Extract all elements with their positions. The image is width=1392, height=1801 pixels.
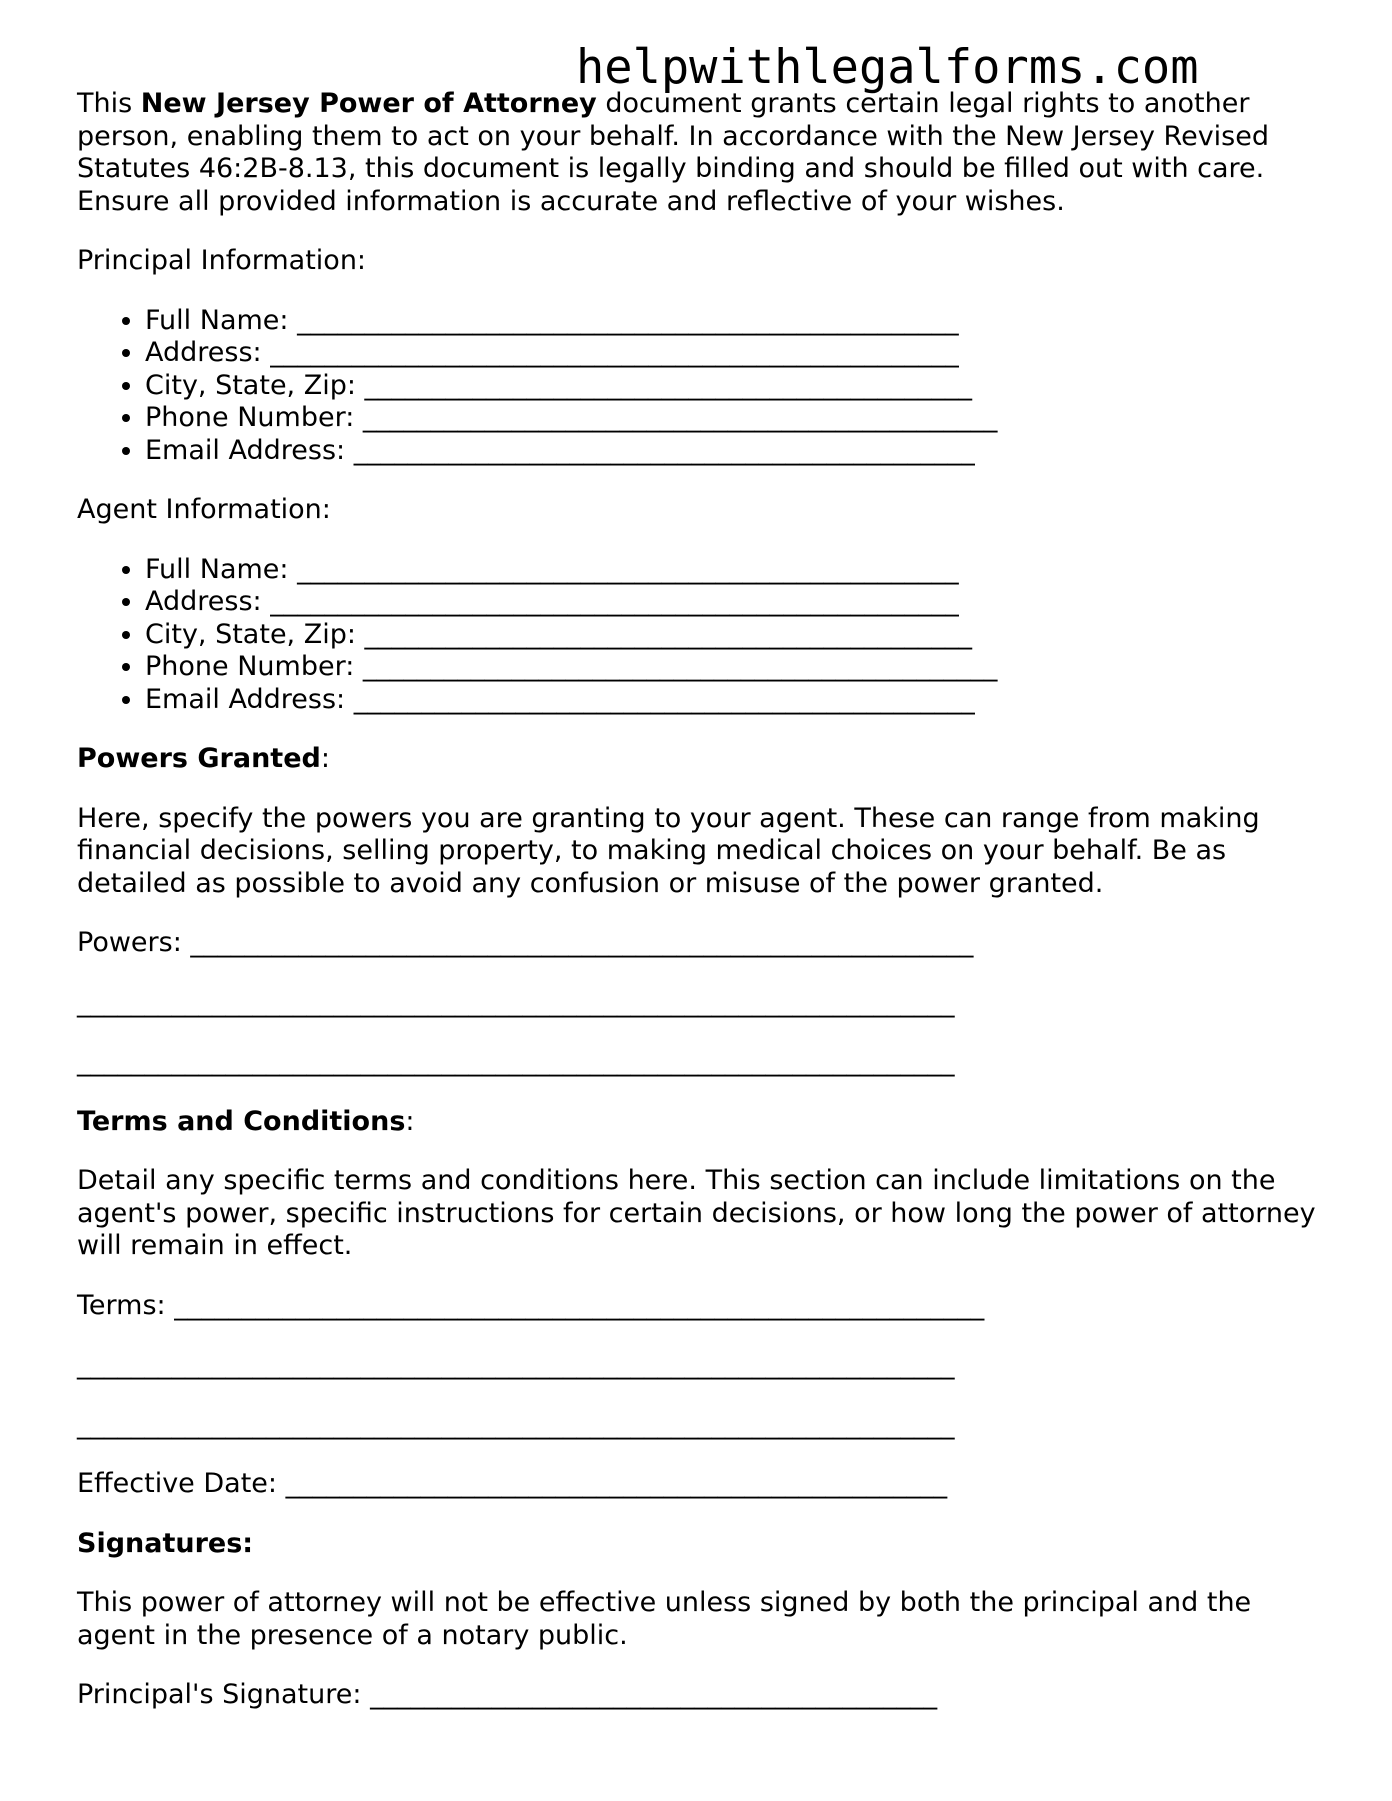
principal-signature-blank[interactable]: __________________________________________: [370, 1679, 938, 1710]
terms-label: Terms:: [77, 1289, 175, 1321]
agent-address-field: [145, 586, 1317, 619]
principal-phone-blank[interactable]: _______________________________________________: [362, 402, 998, 433]
principal-email-field: [145, 435, 1317, 468]
powers-heading-text: Powers Granted: [77, 743, 321, 774]
terms-blank[interactable]: ____________________________________________________________: [174, 1289, 985, 1321]
principal-city-state-zip-field: [145, 370, 1317, 403]
effective-date-field: [77, 1468, 1317, 1501]
powers-blank[interactable]: __________________________________________________________: [190, 927, 974, 958]
field-label: City, State, Zip:: [145, 618, 365, 650]
terms-heading-text: Terms and Conditions: [77, 1105, 406, 1137]
terms-heading-colon: :: [405, 1105, 415, 1137]
agent-city-state-zip-field: [145, 619, 1317, 652]
principal-full-name-blank[interactable]: _________________________________________________: [297, 304, 959, 336]
effective-date-label: Effective Date:: [77, 1468, 286, 1499]
agent-full-name-blank[interactable]: _________________________________________________: [297, 553, 959, 585]
field-label: Full Name:: [145, 304, 298, 336]
effective-date-blank[interactable]: _________________________________________________: [285, 1468, 948, 1499]
principal-email-blank[interactable]: ______________________________________________: [353, 434, 975, 466]
principal-signature-field: [77, 1679, 1317, 1712]
terms-heading: [77, 1106, 1317, 1139]
principal-heading: Principal Information:: [77, 245, 367, 276]
agent-fields-list: [77, 554, 1317, 717]
principal-signature-label: Principal's Signature:: [77, 1679, 371, 1710]
signatures-heading: [77, 1528, 1317, 1561]
principal-city-state-zip-blank[interactable]: _____________________________________________: [364, 369, 973, 401]
agent-phone-blank[interactable]: _______________________________________________: [362, 651, 998, 682]
principal-phone-field: [145, 402, 1317, 435]
powers-description: Here, specify the powers you are granting to your agent. These can range from making financial decisions, selling property, to making medical choices on your behalf. Be as detailed as possible to avoid any confusion or misuse of the power granted.: [77, 802, 1260, 899]
agent-phone-field: [145, 651, 1317, 684]
intro-paragraph: [77, 88, 1317, 218]
field-label: City, State, Zip:: [145, 369, 365, 401]
intro-prefix: This: [77, 88, 141, 119]
signatures-description: This power of attorney will not be effective unless signed by both the principal and the agent in the presence of a notary public.: [77, 1587, 1252, 1651]
field-label: Address:: [145, 586, 271, 617]
document-body: [77, 88, 1317, 1739]
principal-fields-list: [77, 305, 1317, 468]
field-label: Email Address:: [145, 683, 354, 715]
terms-description: Detail any specific terms and conditions here. This section can include limitations on the agent's power, specific instructions for certain decisions, or how long the power of attorney will remain in effect.: [77, 1165, 1316, 1261]
field-label: Address:: [145, 337, 271, 368]
agent-full-name-field: [145, 554, 1317, 587]
agent-email-blank[interactable]: ______________________________________________: [353, 683, 975, 715]
document-title: New Jersey Power of Attorney: [140, 88, 597, 119]
powers-heading: [77, 743, 1317, 776]
powers-heading-colon: :: [320, 743, 330, 774]
field-label: Full Name:: [145, 553, 298, 585]
powers-field: [77, 927, 1317, 960]
field-label: Email Address:: [145, 434, 354, 466]
signatures-heading-text: Signatures:: [77, 1527, 254, 1559]
terms-extra-line-2[interactable]: _________________________________________________________________: [77, 1408, 955, 1440]
agent-address-blank[interactable]: ___________________________________________________: [270, 586, 959, 617]
powers-extra-line-1[interactable]: _________________________________________________________________: [77, 986, 955, 1018]
agent-city-state-zip-blank[interactable]: _____________________________________________: [364, 618, 973, 650]
intro-suffix: document grants certain legal rights to another person, enabling them to act on your behalf. In accordance with the New Jersey Revised Statutes 46:2B-8.13, this document is legally binding and should be filled out with care. Ensure all provided information is accurate and reflective of your wishes.: [77, 88, 1269, 217]
agent-email-field: [145, 684, 1317, 717]
principal-address-field: [145, 337, 1317, 370]
powers-extra-line-2[interactable]: _________________________________________________________________: [77, 1046, 955, 1077]
field-label: Phone Number:: [145, 651, 363, 682]
watermark-logo: helpwithlegalforms.com: [576, 40, 1199, 95]
terms-extra-line-1[interactable]: _________________________________________________________________: [77, 1349, 955, 1380]
powers-label: Powers:: [77, 927, 191, 958]
field-label: Phone Number:: [145, 402, 363, 433]
principal-address-blank[interactable]: ___________________________________________________: [270, 337, 959, 368]
terms-field: [77, 1290, 1317, 1323]
agent-heading: Agent Information:: [77, 494, 331, 525]
principal-full-name-field: [145, 305, 1317, 338]
